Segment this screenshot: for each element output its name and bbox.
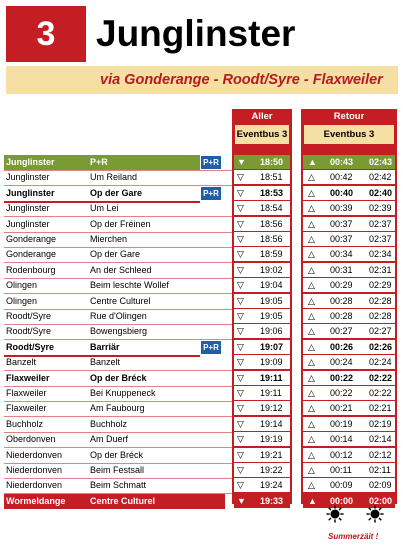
table-row [0,324,403,339]
stop-place: Op der Gare [90,249,141,259]
triangle-up-icon: △ [308,172,315,182]
stop-place: Am Duerf [90,434,129,444]
aller-time-cell [234,232,290,246]
stop-place: Am Faubourg [90,403,145,413]
aller-time-cell [234,278,290,292]
aller-time: 19:05 [260,296,283,306]
stop-place: Beim leschte Wollef [90,280,169,290]
aller-time-cell [234,401,290,415]
stop-place: Barriär [90,342,120,352]
triangle-up-icon: △ [308,373,315,383]
stop-place: Op der Bréck [90,373,147,383]
stop-place: Beim Schmatt [90,480,147,490]
aller-time-cell [234,186,290,200]
aller-time: 19:22 [260,465,283,475]
retour-time-2: 02:22 [369,373,393,383]
stop-name: Buchholz [6,419,44,429]
retour-time-2: 02:37 [369,234,392,244]
aller-time: 19:04 [260,280,283,290]
aller-time-cell [234,247,290,261]
stop-name: Flaxweiler [6,403,47,413]
triangle-up-icon: △ [308,480,315,490]
retour-time-2: 02:22 [369,388,392,398]
stop-name: Wormeldange [4,494,88,509]
retour-time-cell [303,263,395,277]
route-number-badge: 3 [6,6,86,62]
triangle-up-icon: △ [308,311,315,321]
stop-place: Bowengsbierg [90,326,148,336]
retour-time-1: 00:42 [330,172,353,182]
aller-time-cell [234,448,290,462]
retour-time-1: 00:28 [330,311,353,321]
retour-time-1: 00:27 [330,326,353,336]
aller-time: 19:05 [260,311,283,321]
park-and-ride-badge: P+R [201,156,221,169]
stop-name: Roodt/Syre [6,326,52,336]
aller-time: 18:50 [260,157,284,167]
park-and-ride-badge: P+R [201,341,221,354]
aller-time: 19:07 [260,342,284,352]
sun-icon [366,505,384,523]
retour-time-2: 02:29 [369,280,392,290]
retour-time-2: 02:19 [369,419,392,429]
page-title: Junglinster [96,13,296,54]
triangle-up-icon: △ [308,388,315,398]
triangle-down-icon: ▽ [237,296,244,306]
summer-time-note: Summerzäit ! [328,532,379,541]
triangle-up-icon: △ [308,465,315,475]
aller-time-cell [234,478,290,492]
stop-place: Op der Gare [90,188,143,198]
stop-name: Rodenbourg [6,265,56,275]
retour-time-1: 00:39 [330,203,353,213]
stop-place: Centre Culturel [90,296,151,306]
stop-place: An der Schleed [90,265,152,275]
stop-name: Oberdonven [6,434,56,444]
aller-time: 19:12 [260,403,283,413]
aller-time-cell [234,355,290,369]
table-row [0,294,403,309]
aller-time-cell [234,432,290,446]
triangle-up-filled-icon: ▲ [308,157,317,167]
triangle-up-icon: △ [308,403,315,413]
retour-time-1: 00:26 [330,342,354,352]
aller-time-cell [234,294,290,308]
stop-place: Buchholz [90,419,128,429]
table-row [0,401,403,416]
retour-time-1: 00:37 [330,219,353,229]
retour-time-1: 00:09 [330,480,353,490]
retour-time-1: 00:12 [330,450,353,460]
retour-time-2: 02:24 [369,357,392,367]
retour-time-cell [303,355,395,369]
retour-service: Eventbus 3 [304,125,394,144]
retour-time-2: 02:31 [369,265,392,275]
retour-time-1: 00:43 [330,157,354,167]
stop-place: P+R [88,155,200,170]
aller-time: 19:02 [260,265,283,275]
stop-place: Op der Bréck [90,450,144,460]
triangle-down-icon: ▽ [237,188,244,198]
retour-time-cell [303,309,395,323]
triangle-up-icon: △ [308,280,315,290]
retour-time-cell [303,324,395,338]
aller-time-cell [234,386,290,400]
retour-time-2: 02:37 [369,219,392,229]
stop-name: Roodt/Syre [6,342,55,352]
stop-place: Rue d'Olingen [90,311,147,321]
stop-name: Junglinster [4,155,88,170]
triangle-down-icon: ▽ [237,403,244,413]
aller-time: 19:21 [260,450,283,460]
triangle-down-icon: ▽ [237,326,244,336]
table-row [0,247,403,262]
retour-time-1: 00:40 [330,188,354,198]
retour-time-2: 02:40 [369,188,393,198]
stop-place: Um Reiland [90,172,138,182]
retour-time-cell [303,340,395,354]
table-row [0,170,403,185]
triangle-down-icon: ▽ [237,388,244,398]
table-row [0,186,403,201]
triangle-down-icon: ▽ [237,450,244,460]
retour-time-2: 02:11 [369,465,391,475]
retour-time-2: 02:21 [369,403,392,413]
aller-time-cell [234,155,290,169]
aller-time: 19:33 [260,496,284,506]
triangle-down-icon: ▽ [237,373,244,383]
stop-place: Centre Culturel [88,494,225,509]
table-row [0,355,403,370]
triangle-up-icon: △ [308,342,315,352]
table-row [0,417,403,432]
retour-time-2: 02:43 [369,157,393,167]
retour-time-cell [303,463,395,477]
stop-name: Flaxweiler [6,373,50,383]
aller-time-cell [234,217,290,231]
stop-name: Niederdonven [6,465,63,475]
stop-name: Junglinster [6,219,50,229]
aller-time: 19:11 [260,388,282,398]
aller-time: 19:24 [260,480,283,490]
aller-time-cell [234,463,290,477]
table-row [0,232,403,247]
table-row [0,448,403,463]
retour-header: Retour [333,111,365,122]
triangle-up-icon: △ [308,249,315,259]
triangle-down-icon: ▽ [237,265,244,275]
aller-time: 19:09 [260,357,283,367]
table-row [0,309,403,324]
stop-name: Gonderange [6,234,57,244]
retour-time-2: 02:28 [369,311,392,321]
triangle-down-icon: ▽ [237,280,244,290]
triangle-down-icon: ▽ [237,480,244,490]
retour-time-1: 00:28 [330,296,353,306]
park-and-ride-badge: P+R [201,187,221,200]
triangle-up-icon: △ [308,219,315,229]
table-row [0,386,403,401]
aller-time: 18:56 [260,234,283,244]
retour-time-1: 00:29 [330,280,353,290]
retour-time-1: 00:34 [330,249,353,259]
retour-time-2: 02:14 [369,434,392,444]
aller-time: 19:11 [260,373,283,383]
retour-time-cell [303,478,395,492]
retour-time-1: 00:11 [330,465,352,475]
sun-icon [326,505,344,523]
retour-time-1: 00:31 [330,265,353,275]
retour-time-cell [303,294,395,308]
triangle-up-icon: △ [308,296,315,306]
stop-place: Beim Festsall [90,465,145,475]
retour-time-2: 02:39 [369,203,392,213]
triangle-down-icon: ▽ [237,434,244,444]
via-text: via Gonderange - Roodt/Syre - Flaxweiler [100,72,383,88]
triangle-up-icon: △ [308,265,315,275]
retour-time-1: 00:21 [330,403,353,413]
table-row [0,340,403,355]
retour-time-1: 00:37 [330,234,353,244]
stop-name: Niederdonven [6,450,63,460]
aller-time: 18:56 [260,219,283,229]
retour-time-1: 00:19 [330,419,353,429]
stop-name: Olingen [6,296,38,306]
aller-time-cell [234,263,290,277]
retour-time-2: 02:00 [369,496,393,506]
triangle-down-icon: ▽ [237,419,244,429]
triangle-down-filled-icon: ▼ [237,157,246,167]
aller-time: 19:19 [260,434,283,444]
stop-name: Flaxweiler [6,388,47,398]
table-row [0,263,403,278]
stop-place: Bei Knuppeneck [90,388,156,398]
triangle-down-icon: ▽ [237,342,244,352]
triangle-down-icon: ▽ [237,311,244,321]
retour-time-cell [303,201,395,215]
retour-time-cell [303,247,395,261]
stop-name: Junglinster [6,203,50,213]
retour-time-2: 02:09 [369,480,392,490]
retour-time-cell [303,232,395,246]
triangle-up-icon: △ [308,234,315,244]
aller-time-cell [234,309,290,323]
aller-service: Eventbus 3 [235,125,289,144]
aller-time: 19:14 [260,419,283,429]
triangle-up-icon: △ [308,419,315,429]
retour-time-cell [303,170,395,184]
table-row [0,201,403,216]
stop-place: Op der Fréinen [90,219,151,229]
aller-time: 18:54 [260,203,283,213]
retour-time-2: 02:12 [369,450,392,460]
aller-time-cell [234,324,290,338]
triangle-up-icon: △ [308,357,315,367]
retour-time-2: 02:28 [369,296,392,306]
table-row [0,155,403,170]
retour-time-cell [303,432,395,446]
triangle-down-icon: ▽ [237,249,244,259]
retour-time-1: 00:14 [330,434,353,444]
table-row [0,463,403,478]
retour-time-cell [303,401,395,415]
aller-time-cell [234,494,290,508]
aller-time-cell [234,417,290,431]
aller-time-cell [234,371,290,385]
stop-name: Junglinster [6,188,55,198]
triangle-up-icon: △ [308,203,315,213]
aller-time-cell [234,201,290,215]
stop-name: Roodt/Syre [6,311,52,321]
triangle-down-filled-icon: ▼ [237,496,246,506]
stop-name: Niederdonven [6,480,63,490]
aller-time: 18:51 [260,172,283,182]
stop-place: Um Lei [90,203,119,213]
retour-time-2: 02:42 [369,172,392,182]
retour-time-1: 00:00 [330,496,354,506]
retour-time-1: 00:24 [330,357,353,367]
triangle-up-icon: △ [308,450,315,460]
triangle-up-icon: △ [308,326,315,336]
aller-time-cell [234,170,290,184]
stop-name: Gonderange [6,249,57,259]
triangle-up-icon: △ [308,434,315,444]
retour-time-2: 02:27 [369,326,392,336]
triangle-up-filled-icon: ▲ [308,496,317,506]
stop-name: Banzelt [6,357,37,367]
table-row [0,371,403,386]
retour-time-cell [303,186,395,200]
retour-time-cell [303,448,395,462]
stop-place: Banzelt [90,357,121,367]
retour-time-cell [303,386,395,400]
table-row [0,432,403,447]
triangle-up-icon: △ [308,188,315,198]
triangle-down-icon: ▽ [237,219,244,229]
triangle-down-icon: ▽ [237,234,244,244]
retour-time-1: 00:22 [330,388,353,398]
stop-place: Mierchen [90,234,128,244]
retour-time-cell [303,155,395,169]
aller-time: 18:59 [260,249,283,259]
aller-time-cell [234,340,290,354]
table-row [0,217,403,232]
aller-time: 19:06 [260,326,283,336]
retour-time-cell [303,217,395,231]
triangle-down-icon: ▽ [237,357,244,367]
triangle-down-icon: ▽ [237,465,244,475]
retour-time-cell [303,417,395,431]
table-row [0,478,403,493]
retour-time-cell [303,371,395,385]
aller-time: 18:53 [260,188,284,198]
retour-time-2: 02:26 [369,342,393,352]
retour-time-1: 00:22 [330,373,354,383]
stop-name: Junglinster [6,172,50,182]
table-row [0,278,403,293]
retour-time-2: 02:34 [369,249,392,259]
triangle-down-icon: ▽ [237,203,244,213]
triangle-down-icon: ▽ [237,172,244,182]
aller-header: Aller [251,111,273,122]
retour-time-cell [303,278,395,292]
stop-name: Olingen [6,280,38,290]
